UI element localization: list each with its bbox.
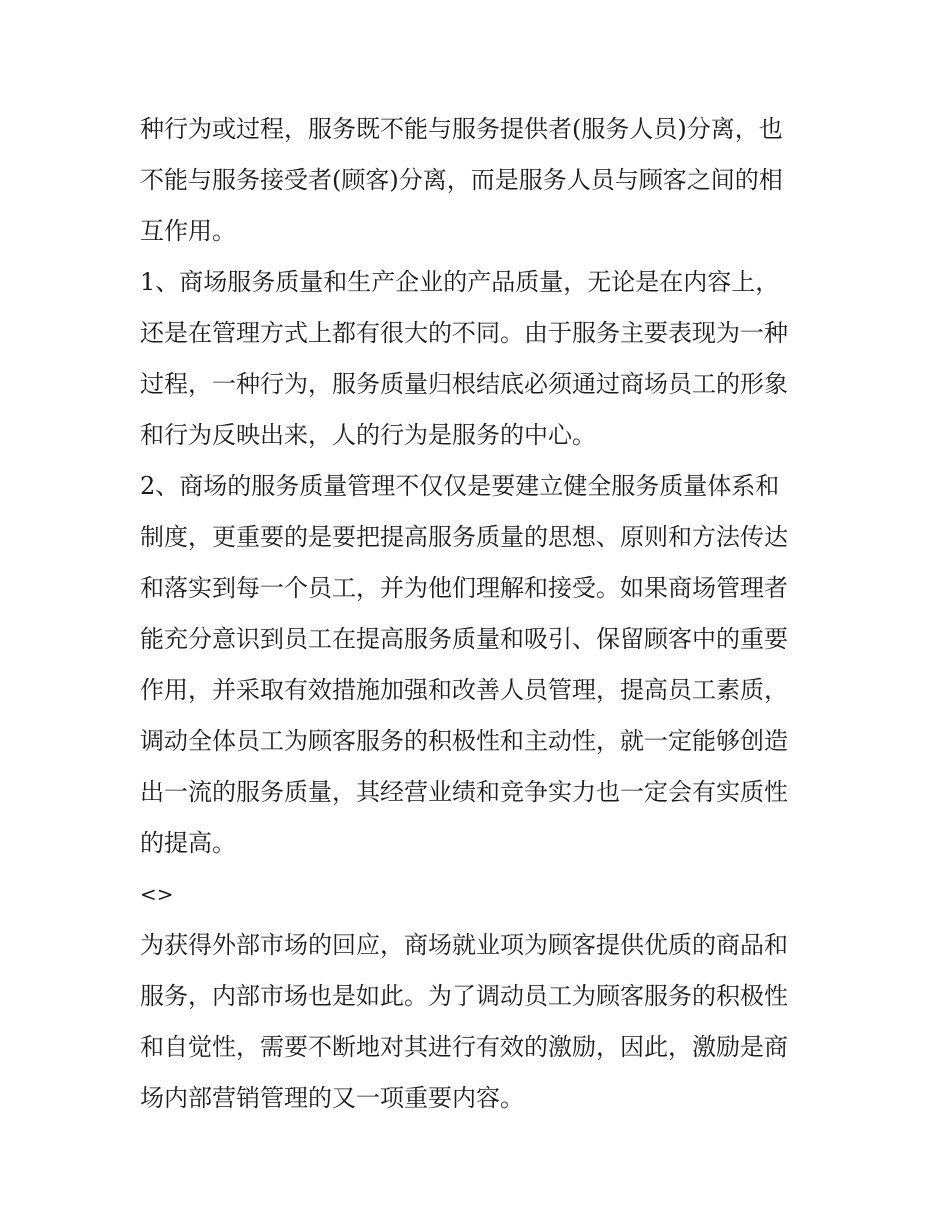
text-line: 为获得外部市场的回应，商场就业项为顾客提供优质的商品和 xyxy=(140,931,788,959)
text-line: 服务，内部市场也是如此。为了调动员工为顾客服务的积极性 xyxy=(140,982,788,1010)
text-line: 出一流的服务质量，其经营业绩和竞争实力也一定会有实质性 xyxy=(140,778,788,806)
text-line: 1、商场服务质量和生产企业的产品质量，无论是在内容上， xyxy=(140,268,780,296)
section-marker: <> xyxy=(140,882,174,906)
text-line: 和落实到每一个员工，并为他们理解和接受。如果商场管理者 xyxy=(140,574,788,602)
text-line: 互作用。 xyxy=(140,217,236,245)
text-line: 调动全体员工为顾客服务的积极性和主动性，就一定能够创造 xyxy=(140,727,788,755)
text-line: 能充分意识到员工在提高服务质量和吸引、保留顾客中的重要 xyxy=(140,625,788,653)
text-line: 和行为反映出来，人的行为是服务的中心。 xyxy=(140,421,596,449)
text-line: 场内部营销管理的又一项重要内容。 xyxy=(140,1084,524,1112)
text-line: 和自觉性，需要不断地对其进行有效的激励，因此，激励是商 xyxy=(140,1033,788,1061)
document-body xyxy=(140,104,812,1124)
text-line: 还是在管理方式上都有很大的不同。由于服务主要表现为一种 xyxy=(140,319,788,347)
text-line: 的提高。 xyxy=(140,829,236,857)
text-line: 种行为或过程，服务既不能与服务提供者(服务人员)分离，也 xyxy=(140,115,783,143)
text-line: 过程，一种行为，服务质量归根结底必须通过商场员工的形象 xyxy=(140,370,788,398)
text-line: 作用，并采取有效措施加强和改善人员管理，提高员工素质， xyxy=(140,676,788,704)
text-line: 2、商场的服务质量管理不仅仅是要建立健全服务质量体系和 xyxy=(140,472,780,500)
text-line: 不能与服务接受者(顾客)分离，而是服务人员与顾客之间的相 xyxy=(140,166,783,194)
text-line: 制度，更重要的是要把提高服务质量的思想、原则和方法传达 xyxy=(140,523,788,551)
